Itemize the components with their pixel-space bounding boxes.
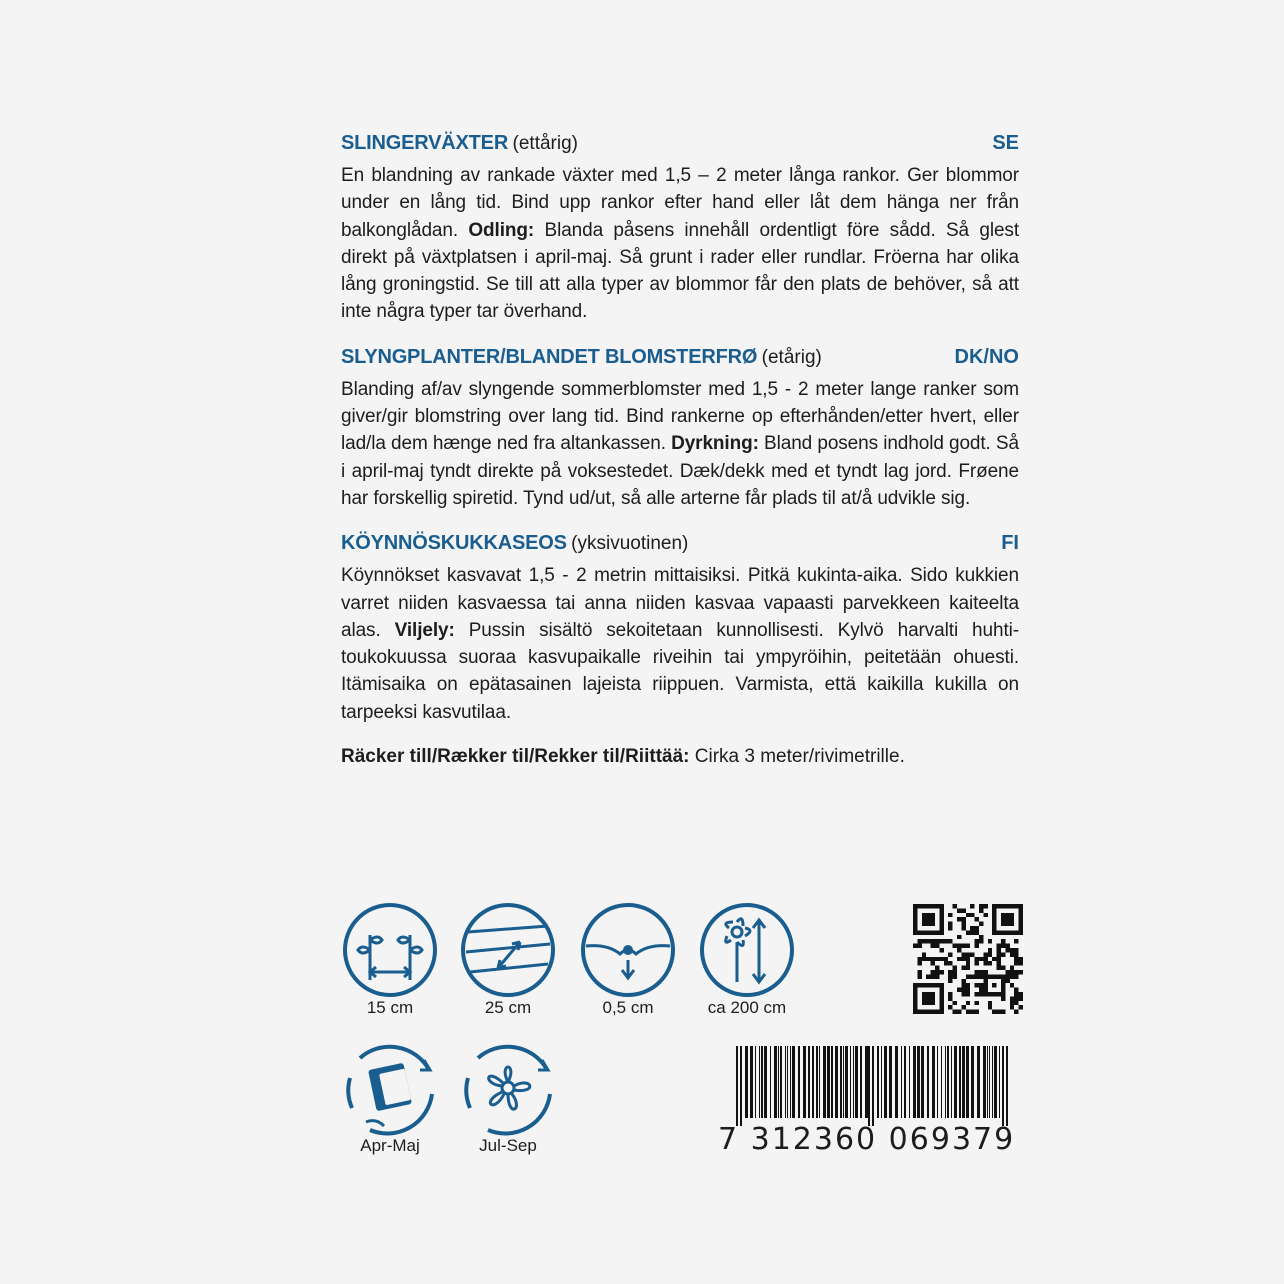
coverage-line: Räcker till/Rækker til/Rekker til/Riittää: Cirka 3 meter/rivimetrille. bbox=[341, 746, 905, 768]
row-spacing-icon bbox=[458, 900, 558, 1000]
section-se bbox=[341, 132, 1019, 326]
language-code: DK/NO bbox=[954, 345, 1019, 368]
language-code: FI bbox=[1001, 532, 1019, 555]
language-code: SE bbox=[992, 132, 1019, 154]
section-body: Blanding af/av slyngende sommerblomster med 1,5 - 2 meter lange ranker som giver/gir blomstring over lang tid. Bind rankerne op efterhånden/etter hvert, eller lad/la dem hænge ned fra altankassen. Dyrkning: Bland posens indhold godt. Så i april-maj tyndt direkte på voksestedet. Dæk/dekk med et tyndt lag jord. Frøene har forskellig spiretid. Tynd ud/ut, så alle arterne får plads til at/å udvikle sig. bbox=[341, 378, 1019, 509]
section-subtitle: (yksivuotinen) bbox=[571, 533, 689, 555]
section-subtitle: (etårig) bbox=[761, 346, 822, 368]
qr-code bbox=[913, 904, 1023, 1014]
plant-spacing-icon bbox=[340, 900, 440, 1000]
plant-spacing-label: 15 cm bbox=[366, 998, 414, 1017]
section-title: SLYNGPLANTER/BLANDET BLOMSTERFRØ bbox=[341, 345, 758, 368]
plant-height-label: ca 200 cm bbox=[707, 998, 787, 1017]
section-body: Köynnökset kasvavat 1,5 - 2 metrin mittaisiksi. Pitkä kukinta-aika. Sido kukkien varret niiden kasvaessa tai anna niiden kasvaa vapaasti parvekkeen kaiteelta alas. Viljely: Pussin sisältö sekoitetaan kunnollisesti. Kylvö harvalti huhti-toukokuussa suoraa kasvupaikalle riveihin tai ympyröihin, peitetään ohuesti. Itämisaika on epätasainen lajeista riippuen. Varmista, että kaikilla kukilla on tarpeeksi kasvutilaa. bbox=[341, 565, 1019, 723]
section-title: SLINGERVÄXTER bbox=[341, 132, 509, 154]
row-spacing-label: 25 cm bbox=[484, 998, 532, 1017]
flowering-time-icon bbox=[458, 1038, 558, 1138]
sowing-depth-icon bbox=[578, 900, 678, 1000]
plant-height-icon bbox=[697, 900, 797, 1000]
section-dk-no bbox=[341, 346, 1019, 512]
section-title: KÖYNNÖSKUKKASEOS bbox=[341, 532, 567, 555]
barcode bbox=[718, 1046, 1023, 1157]
sowing-time-icon bbox=[340, 1038, 440, 1138]
section-body: En blandning av rankade växter med 1,5 – 2 meter långa rankor. Ger blommor under en lång tid. Bind upp rankor efter hand eller låt dem hänga ner från balkonglådan. Odling: Blanda påsens innehåll ordentligt före sådd. Så glest direkt på växtplatsen i april-maj. Så grunt i rader eller rundlar. Fröerna har olika lång groningstid. Se till att alla typer av blommor får den plats de behöver, så att inte några typer tar överhand. bbox=[341, 165, 1020, 323]
sowing-time-label: Apr-Maj bbox=[360, 1136, 420, 1155]
flowering-time-label: Jul-Sep bbox=[479, 1136, 537, 1155]
sowing-depth-label: 0,5 cm bbox=[602, 998, 654, 1017]
barcode-number: 7 312360 069379 bbox=[718, 1122, 1016, 1157]
section-subtitle: (ettårig) bbox=[512, 133, 578, 154]
product-info-panel bbox=[341, 132, 1019, 768]
section-fi bbox=[341, 532, 1019, 726]
